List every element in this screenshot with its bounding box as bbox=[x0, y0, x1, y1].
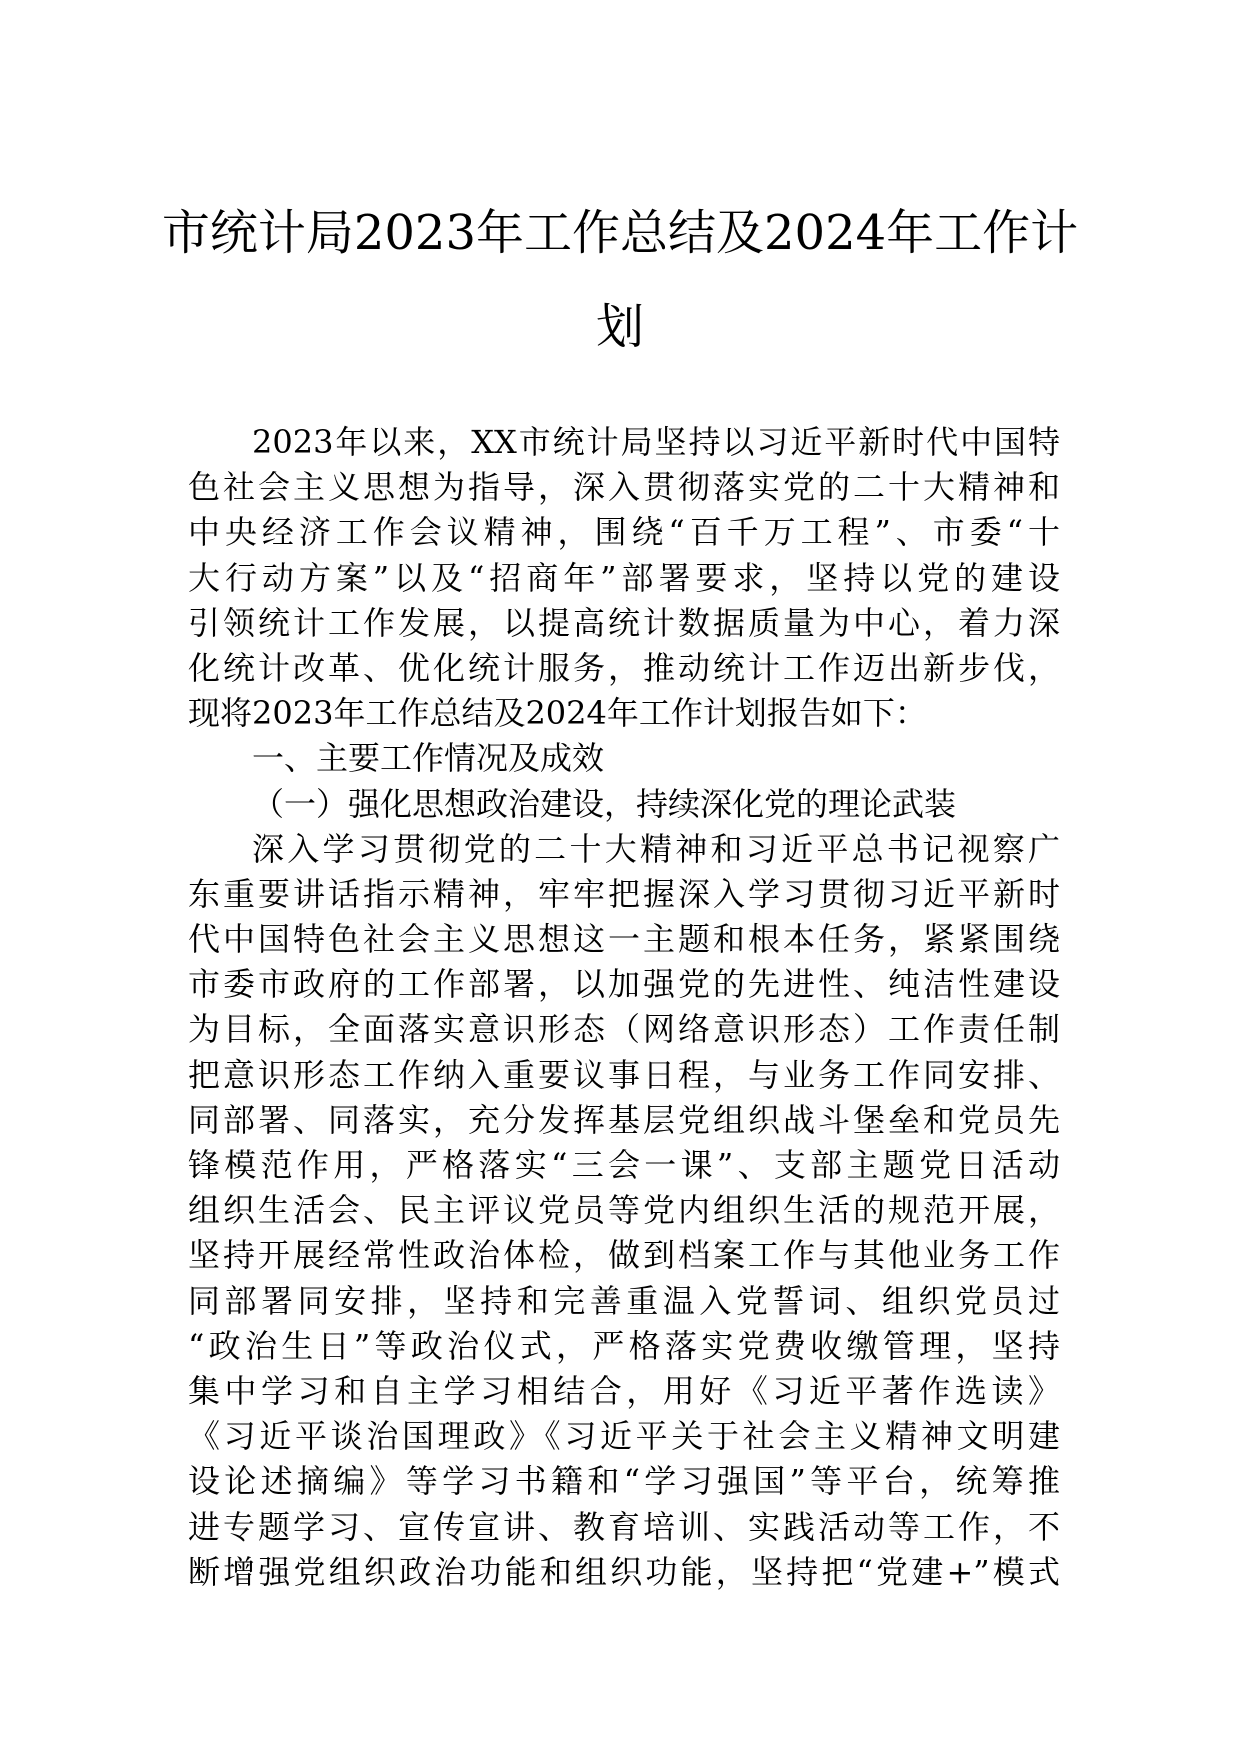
body-paragraph-line: 市委市政府的工作部署，以加强党的先进性、纯洁性建设 bbox=[188, 965, 1060, 1004]
intro-paragraph-line: 2023年以来，XX市统计局坚持以习近平新时代中国特 bbox=[252, 423, 1060, 461]
body-paragraph-line: 坚持开展经常性政治体检，做到档案工作与其他业务工作 bbox=[188, 1236, 1060, 1275]
body-paragraph-line: 断增强党组织政治功能和组织功能，坚持把“党建+”模式 bbox=[188, 1552, 1060, 1591]
document-body bbox=[188, 420, 1060, 1595]
intro-paragraph-line: 大行动方案”以及“招商年”部署要求，坚持以党的建设 bbox=[188, 558, 1060, 597]
body-paragraph-line: 《习近平谈治国理政》《习近平关于社会主义精神文明建 bbox=[188, 1417, 1060, 1456]
intro-paragraph-line: 现将2023年工作总结及2024年工作计划报告如下： bbox=[188, 694, 927, 733]
body-paragraph-line: 锋模范作用，严格落实“三会一课”、支部主题党日活动 bbox=[188, 1146, 1060, 1184]
body-paragraph-line: 同部署同安排，坚持和完善重温入党誓词、组织党员过 bbox=[188, 1281, 1060, 1320]
body-paragraph-line: “政治生日”等政治仪式，严格落实党费收缴管理，坚持 bbox=[188, 1326, 1060, 1365]
intro-paragraph-line: 中央经济工作会议精神，围绕“百千万工程”、市委“十 bbox=[188, 513, 1060, 552]
intro-paragraph-line: 化统计改革、优化统计服务，推动统计工作迈出新步伐， bbox=[188, 648, 1060, 687]
body-paragraph-line: 集中学习和自主学习相结合，用好《习近平著作选读》 bbox=[188, 1371, 1060, 1410]
title-line-2: 划 bbox=[595, 299, 644, 355]
document-title bbox=[150, 186, 1090, 374]
body-paragraph-line: 代中国特色社会主义思想这一主题和根本任务，紧紧围绕 bbox=[188, 920, 1060, 959]
body-paragraph-line: 同部署、同落实，充分发挥基层党组织战斗堡垒和党员先 bbox=[188, 1100, 1060, 1139]
intro-paragraph-line: 引领统计工作发展，以提高统计数据质量为中心，着力深 bbox=[188, 603, 1060, 642]
body-paragraph-line: 东重要讲话指示精神，牢牢把握深入学习贯彻习近平新时 bbox=[188, 874, 1060, 913]
body-paragraph-line: 把意识形态工作纳入重要议事日程，与业务工作同安排、 bbox=[188, 1055, 1060, 1094]
title-line-1: 市统计局2023年工作总结及2024年工作计 bbox=[161, 205, 1079, 261]
body-paragraph-line: 为目标，全面落实意识形态（网络意识形态）工作责任制 bbox=[188, 1010, 1060, 1049]
body-paragraph-line: 深入学习贯彻党的二十大精神和习近平总书记视察广 bbox=[252, 829, 1060, 868]
body-paragraph-line: 组织生活会、民主评议党员等党内组织生活的规范开展， bbox=[188, 1191, 1060, 1230]
body-paragraph-line: 进专题学习、宣传宣讲、教育培训、实践活动等工作，不 bbox=[188, 1507, 1060, 1546]
section-heading: 一、主要工作情况及成效 bbox=[252, 739, 605, 778]
body-paragraph-line: 设论述摘编》等学习书籍和“学习强国”等平台，统筹推 bbox=[188, 1462, 1060, 1501]
intro-paragraph-line: 色社会主义思想为指导，深入贯彻落实党的二十大精神和 bbox=[188, 468, 1060, 507]
subsection-heading: （一）强化思想政治建设，持续深化党的理论武装 bbox=[252, 784, 957, 823]
